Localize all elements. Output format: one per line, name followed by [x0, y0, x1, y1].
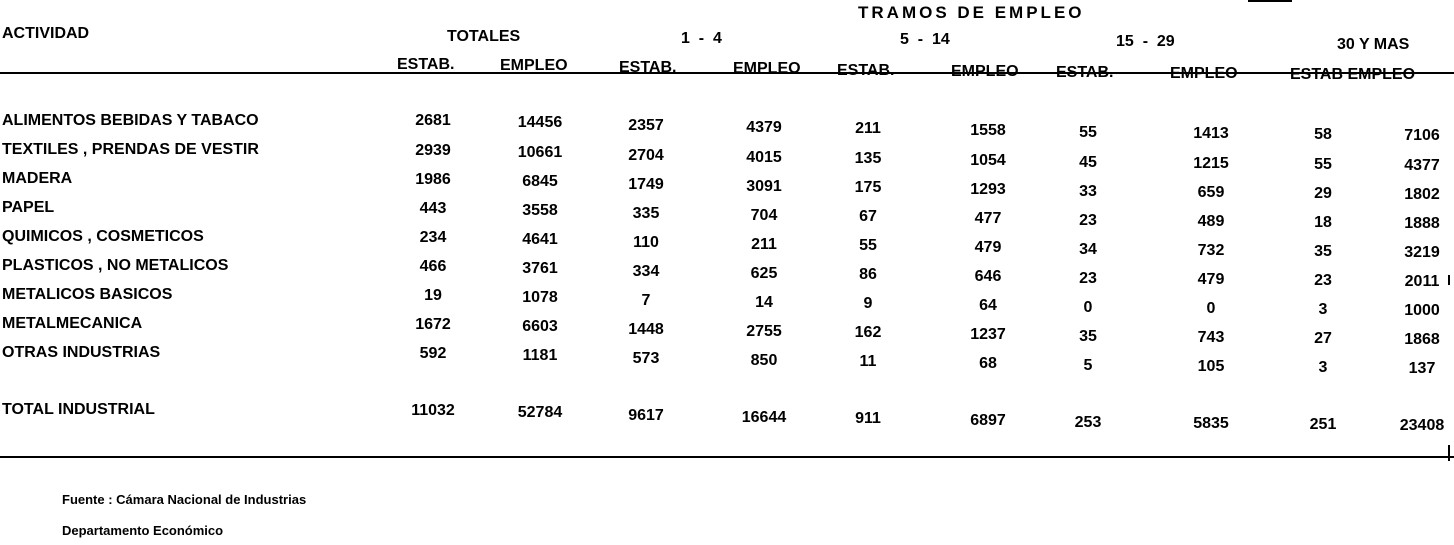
table-cell: 1000: [1404, 301, 1440, 319]
table-cell: 67: [859, 208, 877, 226]
table-cell: 11032: [411, 402, 455, 419]
table-cell: 659: [1197, 183, 1225, 201]
table-cell: 479: [1197, 270, 1225, 288]
table-cell: 573: [632, 349, 660, 367]
bottom-rule: [0, 456, 1454, 458]
table-cell: 4015: [746, 148, 782, 166]
column-subheader: EMPLEO: [733, 60, 801, 77]
table-cell: 6603: [522, 318, 558, 336]
table-cell: 211: [751, 235, 777, 253]
table-cell: 137: [1408, 359, 1436, 377]
table-cell: 55: [1079, 123, 1097, 141]
column-subheader: ESTAB.: [837, 62, 895, 79]
table-cell: 6897: [970, 412, 1006, 430]
margin-mark: [1448, 445, 1450, 461]
table-cell: 743: [1197, 328, 1225, 346]
table-cell: 3091: [746, 177, 782, 195]
table-cell: 1888: [1404, 214, 1440, 232]
footer-source: Fuente : Cámara Nacional de Industrias: [62, 492, 307, 507]
table-cell: 105: [1197, 357, 1225, 375]
column-subheader: EMPLEO: [1170, 65, 1238, 82]
table-cell: 3219: [1404, 243, 1440, 261]
table-cell: 1413: [1193, 124, 1229, 142]
table-cell: 23: [1079, 269, 1097, 287]
table-cell: 27: [1314, 329, 1332, 347]
table-cell: 1448: [628, 320, 664, 338]
table-cell: 23: [1314, 271, 1332, 289]
table-cell: 86: [859, 266, 877, 284]
table-cell: 2011: [1404, 272, 1440, 290]
row-label: TEXTILES , PRENDAS DE VESTIR: [2, 141, 259, 158]
title-mark: [1248, 0, 1292, 2]
table-cell: 4377: [1404, 156, 1440, 174]
table-cell: 4379: [746, 118, 782, 136]
table-cell: 33: [1079, 182, 1097, 200]
row-label: PLASTICOS , NO METALICOS: [2, 257, 229, 274]
row-label: PAPEL: [2, 199, 55, 216]
table-cell: 64: [979, 297, 997, 315]
table-cell: 35: [1079, 327, 1097, 345]
table-cell: 3761: [522, 260, 558, 278]
row-label: OTRAS INDUSTRIAS: [2, 344, 161, 361]
table-cell: 7: [641, 291, 651, 309]
table-cell: 4641: [522, 231, 558, 249]
column-subheader: EMPLEO: [951, 63, 1019, 80]
column-subheader: ESTAB EMPLEO: [1290, 66, 1416, 83]
table-cell: 646: [974, 268, 1002, 286]
table-cell: 466: [419, 258, 447, 275]
row-label: QUIMICOS , COSMETICOS: [2, 228, 204, 245]
table-cell: 19: [424, 287, 442, 304]
table-cell: 850: [750, 351, 778, 369]
table-cell: 0: [1083, 298, 1093, 316]
table-cell: 211: [855, 120, 881, 138]
table-cell: 110: [633, 233, 659, 251]
table-cell: 58: [1314, 125, 1332, 143]
table-cell: 1749: [628, 175, 664, 193]
row-label: METALICOS BASICOS: [2, 286, 173, 303]
table-cell: 9617: [628, 406, 664, 424]
group-header-30-mas: 30 Y MAS: [1337, 36, 1410, 53]
table-cell: 7106: [1404, 126, 1440, 144]
table-cell: 2939: [415, 142, 451, 159]
table-cell: 1802: [1404, 185, 1440, 203]
table-cell: 52784: [517, 404, 563, 422]
table-cell: 16644: [741, 408, 787, 426]
table-cell: 253: [1074, 413, 1102, 431]
table-cell: 11: [859, 353, 877, 371]
table-cell: 45: [1079, 153, 1097, 171]
table-cell: 10661: [517, 144, 563, 162]
table-cell: 3: [1318, 358, 1328, 376]
table-cell: 477: [974, 210, 1002, 228]
table-cell: 2681: [415, 112, 451, 129]
table-cell: 1868: [1404, 330, 1440, 348]
table-cell: 5: [1083, 356, 1093, 374]
table-cell: 732: [1197, 241, 1225, 259]
table-cell: 23408: [1399, 416, 1445, 434]
table-cell: 14456: [517, 114, 563, 132]
table-cell: 5835: [1193, 414, 1229, 432]
row-label: METALMECANICA: [2, 315, 143, 332]
table-cell: 3: [1318, 300, 1328, 318]
table-cell: 29: [1314, 184, 1332, 202]
table-cell: 68: [979, 355, 997, 373]
table-cell: 3558: [522, 202, 558, 220]
row-label: TOTAL INDUSTRIAL: [2, 401, 155, 418]
table-cell: 1293: [970, 181, 1006, 199]
column-subheader: ESTAB.: [397, 56, 455, 73]
table-cell: 335: [632, 204, 660, 222]
table-cell: 6845: [522, 173, 558, 191]
table-cell: 2704: [628, 146, 664, 164]
table-cell: 479: [974, 239, 1002, 257]
table-cell: 1672: [415, 316, 451, 333]
table-cell: 592: [419, 345, 447, 362]
column-subheader: ESTAB.: [1056, 64, 1114, 81]
table-cell: 1215: [1193, 154, 1229, 172]
table-cell: 234: [419, 229, 447, 246]
row-label: ALIMENTOS BEBIDAS Y TABACO: [2, 112, 259, 129]
table-cell: 1986: [415, 171, 451, 188]
table-cell: 2357: [628, 116, 664, 134]
table-cell: 35: [1314, 242, 1332, 260]
table-cell: 334: [632, 262, 660, 280]
group-header-5-14: 5 - 14: [900, 31, 950, 48]
group-header-15-29: 15 - 29: [1116, 33, 1175, 50]
table-cell: 625: [750, 264, 778, 282]
table-cell: 162: [854, 324, 882, 342]
margin-mark: [1448, 275, 1450, 285]
table-cell: 175: [854, 179, 882, 197]
table-cell: 704: [750, 206, 778, 224]
table-cell: 0: [1206, 299, 1216, 317]
footer-dept: Departamento Económico: [62, 523, 224, 538]
table-cell: 251: [1309, 415, 1337, 433]
table-cell: 1078: [522, 289, 558, 307]
table-cell: 55: [859, 237, 877, 255]
table-cell: 18: [1314, 213, 1332, 231]
table-cell: 55: [1314, 155, 1332, 173]
table-cell: 1181: [522, 347, 558, 365]
table-cell: 443: [419, 200, 447, 217]
table-cell: 135: [854, 150, 882, 168]
header-actividad: ACTIVIDAD: [2, 25, 90, 42]
group-header-1-4: 1 - 4: [681, 30, 722, 47]
table-cell: 489: [1197, 212, 1225, 230]
row-label: MADERA: [2, 170, 73, 187]
table-cell: 1054: [970, 152, 1006, 170]
table-title: TRAMOS DE EMPLEO: [858, 3, 1085, 22]
table-cell: 1237: [970, 326, 1006, 344]
column-subheader: ESTAB.: [619, 59, 677, 76]
group-header-totales: TOTALES: [447, 28, 521, 45]
table-cell: 1558: [970, 122, 1006, 140]
table-cell: 2755: [746, 322, 782, 340]
table-cell: 9: [863, 295, 873, 313]
column-subheader: EMPLEO: [500, 57, 568, 74]
table-cell: 34: [1079, 240, 1097, 258]
table-cell: 23: [1079, 211, 1097, 229]
table-cell: 911: [855, 410, 881, 428]
table-cell: 14: [755, 293, 773, 311]
